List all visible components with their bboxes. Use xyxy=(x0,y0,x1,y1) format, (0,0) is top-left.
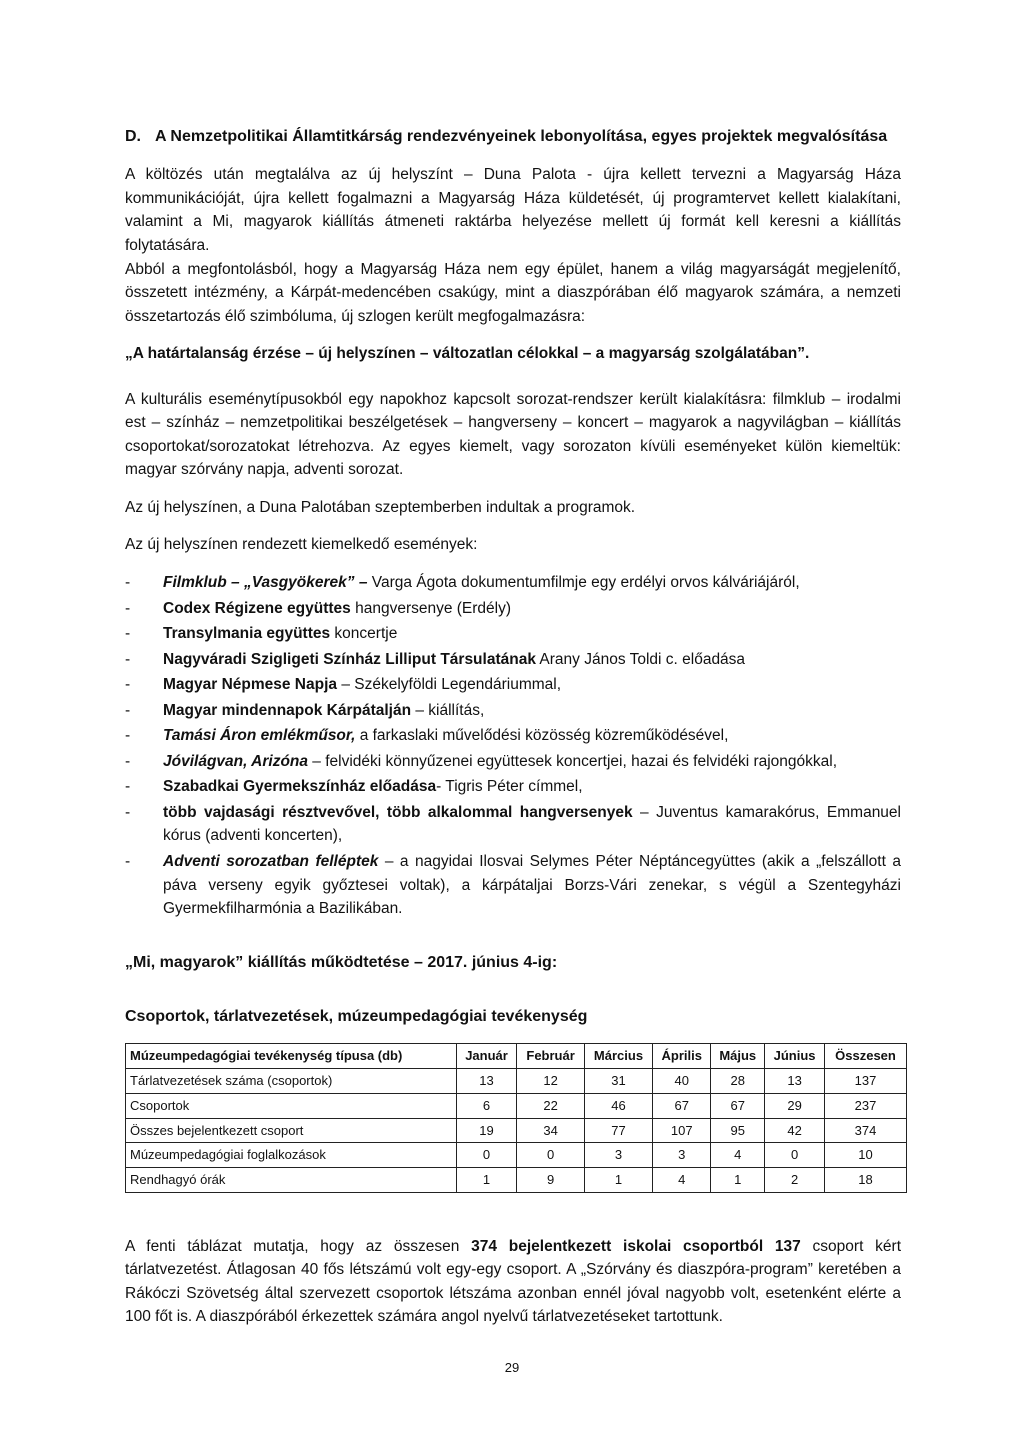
event-text-part: több vajdasági résztvevővel, több alkalommal hangversenyek xyxy=(163,803,633,821)
summary-text-2: csoport kért tárlatvezetést. Átlagosan 40 fős létszámú volt egy-egy csoport. A „Szórvány és diaszpóra-program” keretében a Rákóczi Szövetség által szervezett csoportok létszáma azonban ennél jóval nagyobb volt, esetenként elérte a 100 főt is. A diaszpórából érkezettek számára angol nyelvű tárlatvezetéseket tartottunk. xyxy=(125,1237,902,1326)
table-cell: 0 xyxy=(456,1143,517,1168)
table-header-cell: Március xyxy=(584,1044,652,1069)
table-heading: Csoportok, tárlatvezetések, múzeumpedagógiai tevékenység xyxy=(125,1007,588,1025)
table-cell: 18 xyxy=(825,1168,907,1193)
table-cell: 42 xyxy=(765,1118,825,1143)
table-cell: 12 xyxy=(517,1069,584,1094)
table-cell: 4 xyxy=(711,1143,765,1168)
event-text-part: – a nagyidai Ilosvai Selymes Péter Néptáncegyüttes (akik a „felszállott a páva verseny egyik győztesei voltak), a kárpátaljai Borzs-Vári zenekar, s végül a Szentegyházi Gyermekfilharmónia a Bazilikában. xyxy=(163,852,901,918)
table-cell: 137 xyxy=(825,1069,907,1094)
table-cell: 6 xyxy=(456,1093,517,1118)
table-cell: 3 xyxy=(653,1143,711,1168)
event-item xyxy=(125,699,901,723)
list-dash: - xyxy=(125,650,131,668)
table-header-cell: Május xyxy=(711,1044,765,1069)
list-dash: - xyxy=(125,573,131,591)
event-text xyxy=(163,622,901,646)
table-cell: 28 xyxy=(711,1069,765,1094)
event-text xyxy=(163,850,901,921)
event-text xyxy=(163,801,901,848)
list-dash: - xyxy=(125,852,131,870)
event-text-part: hangversenye (Erdély) xyxy=(350,599,512,617)
list-dash: - xyxy=(125,676,131,694)
table-header-cell: Február xyxy=(517,1044,584,1069)
table-row xyxy=(126,1093,907,1118)
event-item xyxy=(125,648,901,672)
table-row xyxy=(126,1069,907,1094)
table-cell: 10 xyxy=(825,1143,907,1168)
table-cell: 237 xyxy=(825,1093,907,1118)
table-cell: 3 xyxy=(584,1143,652,1168)
event-text-part: Tamási Áron emlékműsor, xyxy=(163,727,356,745)
event-text xyxy=(163,750,901,774)
event-text-part: Arany János Toldi c. előadása xyxy=(535,650,746,668)
table-row xyxy=(126,1168,907,1193)
summary-paragraph xyxy=(125,1235,901,1329)
table-header-row xyxy=(126,1044,907,1069)
table-cell: 31 xyxy=(584,1069,652,1094)
table-cell: 77 xyxy=(584,1118,652,1143)
paragraph-relocation: A költözés után megtalálva az új helyszínt – Duna Palota - újra kellett tervezni a Magyarság Háza kommunikációját, újra kellett fogalmazni a Magyarság Háza küldetését, új programtervet kellett kialakítani, valamint a Mi, magyarok kiállítás átmeneti raktárba helyezése mellett új formát kell keresni a kiállítás folytatására. xyxy=(125,166,901,254)
table-header-cell: Január xyxy=(456,1044,517,1069)
event-item xyxy=(125,622,901,646)
event-text-part: koncertje xyxy=(330,625,398,643)
table-row xyxy=(126,1143,907,1168)
activity-table xyxy=(125,1043,907,1193)
events-list xyxy=(125,571,901,921)
table-row xyxy=(126,1118,907,1143)
table-cell: 67 xyxy=(711,1093,765,1118)
event-text xyxy=(163,724,901,748)
event-text-part: a farkaslaki művelődési közösség közreműködésével, xyxy=(355,727,729,745)
event-item xyxy=(125,775,901,799)
event-item xyxy=(125,597,901,621)
event-text xyxy=(163,673,901,697)
table-cell: 1 xyxy=(711,1168,765,1193)
table-cell: Rendhagyó órák xyxy=(126,1168,457,1193)
table-cell: 107 xyxy=(653,1118,711,1143)
event-text-part: Filmklub – „Vasgyökerek” – xyxy=(163,573,372,591)
event-item xyxy=(125,750,901,774)
table-cell: 4 xyxy=(653,1168,711,1193)
table-cell: 19 xyxy=(456,1118,517,1143)
table-header-cell: Április xyxy=(653,1044,711,1069)
table-cell: 1 xyxy=(584,1168,652,1193)
list-dash: - xyxy=(125,625,131,643)
exhibition-heading: „Mi, magyarok” kiállítás működtetése – 2017. június 4-ig: xyxy=(125,953,558,971)
table-cell: 13 xyxy=(456,1069,517,1094)
paragraph-new-venue: Az új helyszínen, a Duna Palotában szeptemberben indultak a programok. xyxy=(125,498,636,516)
event-text-part: Adventi sorozatban felléptek xyxy=(163,852,379,870)
event-text-part: – Székelyföldi Legendáriummal, xyxy=(337,676,562,694)
event-text xyxy=(163,597,901,621)
slogan-quote: „A határtalanság érzése – új helyszínen – változatlan célokkal – a magyarság szolgálatában”. xyxy=(125,345,810,363)
table-cell: 9 xyxy=(517,1168,584,1193)
table-cell: 22 xyxy=(517,1093,584,1118)
summary-text-1: A fenti táblázat mutatja, hogy az összesen xyxy=(125,1237,472,1255)
table-cell: 13 xyxy=(765,1069,825,1094)
event-text xyxy=(163,648,901,672)
event-text-part: Nagyváradi Szigligeti Színház Lilliput Társulatának xyxy=(163,650,536,668)
list-dash: - xyxy=(125,803,131,821)
table-cell: 34 xyxy=(517,1118,584,1143)
event-text-part: Codex Régizene együttes xyxy=(163,599,351,617)
table-header-cell: Múzeumpedagógiai tevékenység típusa (db) xyxy=(126,1044,457,1069)
table-cell: 0 xyxy=(517,1143,584,1168)
page-number: 29 xyxy=(504,1360,520,1375)
table-cell: Összes bejelentkezett csoport xyxy=(126,1118,457,1143)
event-text xyxy=(163,775,901,799)
list-dash: - xyxy=(125,599,131,617)
table-cell: 374 xyxy=(825,1118,907,1143)
table-cell: 95 xyxy=(711,1118,765,1143)
table-cell: Múzeumpedagógiai foglalkozások xyxy=(126,1143,457,1168)
table-cell: 0 xyxy=(765,1143,825,1168)
table-header-cell: Összesen xyxy=(825,1044,907,1069)
section-heading xyxy=(125,125,901,149)
event-text-part: Jóvilágvan, Arizóna xyxy=(163,752,308,770)
event-text-part: – kiállítás, xyxy=(411,701,485,719)
section-title: A Nemzetpolitikai Államtitkárság rendezvényeinek lebonyolítása, egyes projektek megvalósítása xyxy=(155,128,888,145)
table-cell: Tárlatvezetések száma (csoportok) xyxy=(126,1069,457,1094)
section-number: D. xyxy=(125,128,141,145)
paragraph-event-types: A kulturális eseménytípusokból egy napokhoz kapcsolt sorozat-rendszer került kialakításra: filmklub – irodalmi est – színház – nemzetpolitikai beszélgetések – hangverseny – koncert – magyarok a nagyvilágban – kiállítás csoportokat/sorozatokat létrehozva. Az egyes kiemelt, vagy sorozaton kívüli eseményeket külön kiemeltük: magyar szórvány napja, adventi sorozat. xyxy=(125,390,901,479)
table-cell: 40 xyxy=(653,1069,711,1094)
event-text-part: – felvidéki könnyűzenei együttesek koncertjei, hazai és felvidéki rajongókkal, xyxy=(308,752,838,770)
event-text-part: – Juventus kamarakórus, Emmanuel kórus (adventi koncerten), xyxy=(163,803,901,845)
table-cell: 67 xyxy=(653,1093,711,1118)
summary-bold: 374 bejelentkezett iskolai csoportból 137 xyxy=(471,1237,801,1255)
table-cell: 1 xyxy=(456,1168,517,1193)
table-cell: Csoportok xyxy=(126,1093,457,1118)
event-text-part: Szabadkai Gyermekszínház előadása xyxy=(163,778,437,796)
list-dash: - xyxy=(125,752,131,770)
list-dash: - xyxy=(125,727,131,745)
event-text-part: Transylmania együttes xyxy=(163,625,331,643)
event-item xyxy=(125,801,901,848)
event-text-part: - Tigris Péter címmel, xyxy=(436,778,583,796)
table-cell: 46 xyxy=(584,1093,652,1118)
table-cell: 2 xyxy=(765,1168,825,1193)
paragraph-slogan-intro: Abból a megfontolásból, hogy a Magyarság Háza nem egy épület, hanem a világ magyarságát megjelenítő, összetett intézmény, a Kárpát-medencében csakúgy, mint a diaszpórában élő magyarok számára, a nemzeti összetartozás élő szimbóluma, új szlogen került megfogalmazásra: xyxy=(125,260,901,325)
event-text-part: Magyar mindennapok Kárpátalján xyxy=(163,701,412,719)
event-item xyxy=(125,724,901,748)
event-item xyxy=(125,850,901,921)
list-dash: - xyxy=(125,701,131,719)
table-header-cell: Június xyxy=(765,1044,825,1069)
table-cell: 29 xyxy=(765,1093,825,1118)
event-item xyxy=(125,571,901,595)
paragraph-events-intro: Az új helyszínen rendezett kiemelkedő események: xyxy=(125,536,478,554)
event-text xyxy=(163,571,901,595)
event-text-part: Magyar Népmese Napja xyxy=(163,676,338,694)
event-text xyxy=(163,699,901,723)
list-dash: - xyxy=(125,778,131,796)
event-item xyxy=(125,673,901,697)
document-page xyxy=(125,125,901,1329)
event-text-part: Varga Ágota dokumentumfilmje egy erdélyi orvos kálváriájáról, xyxy=(371,573,800,591)
